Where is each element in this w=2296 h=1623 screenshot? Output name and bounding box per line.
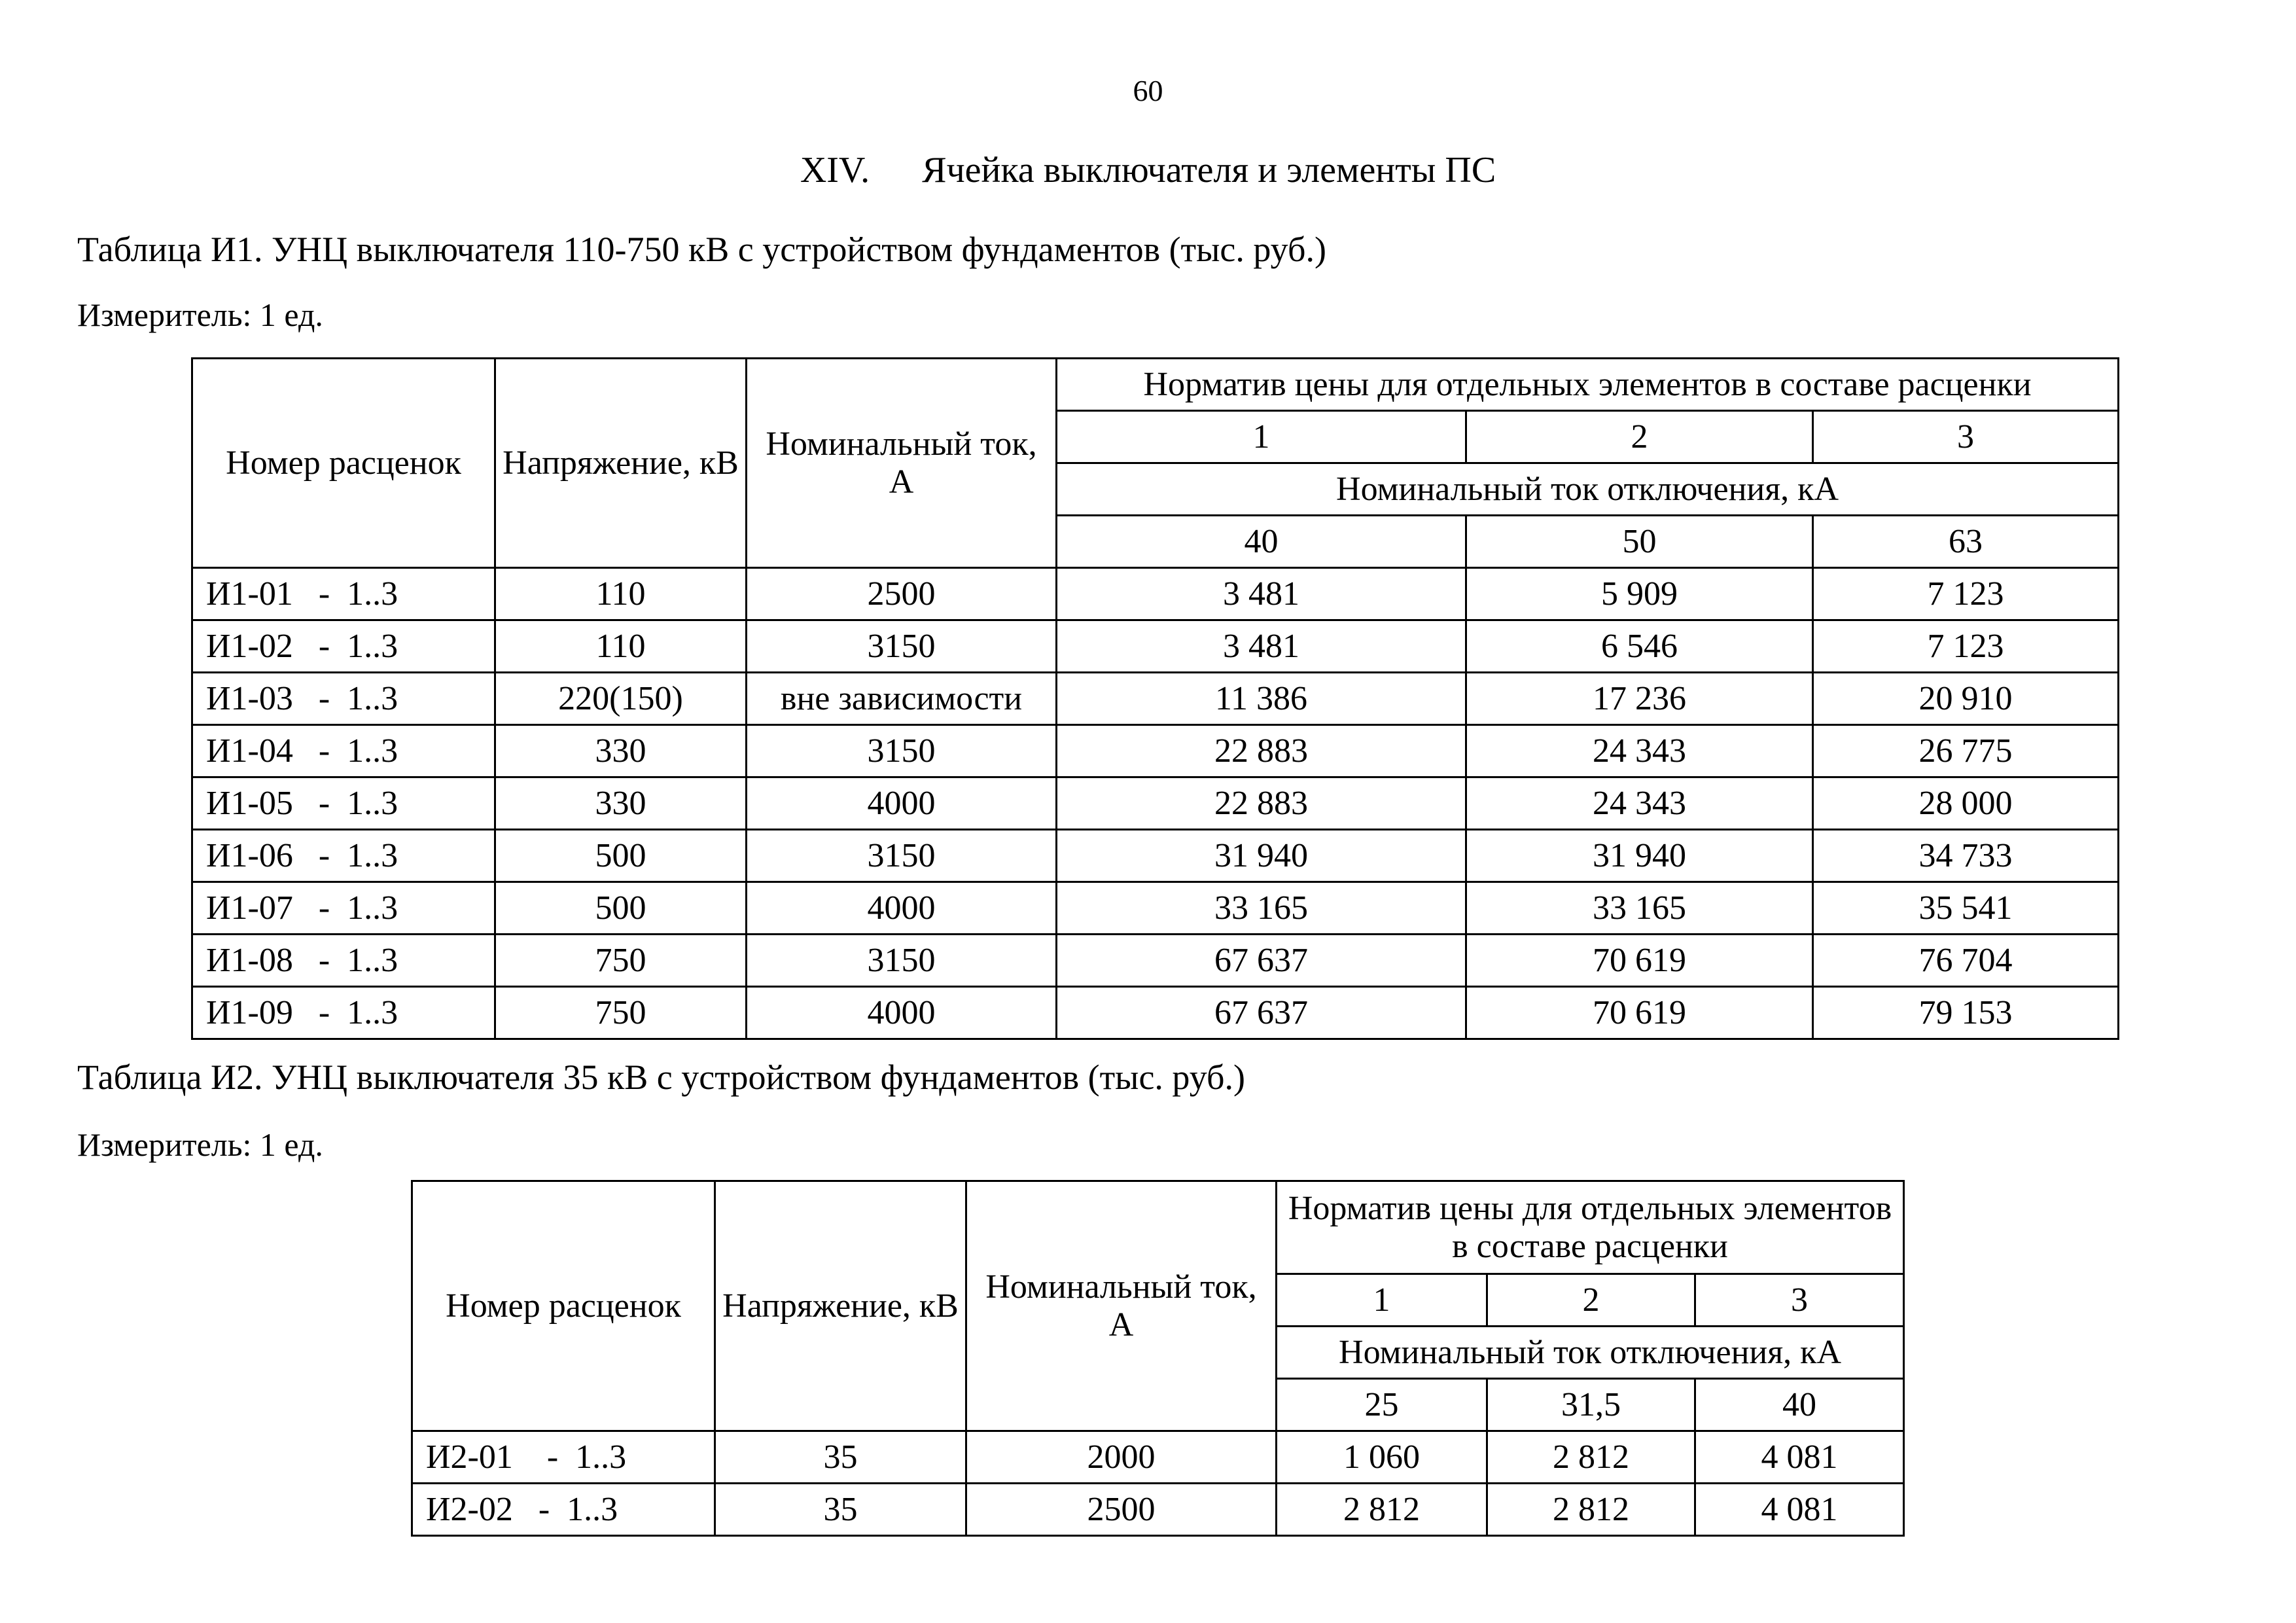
table-row bbox=[192, 987, 2119, 1039]
cell-voltage: 750 bbox=[495, 935, 747, 987]
cell-voltage: 330 bbox=[495, 777, 747, 830]
cell-voltage: 35 bbox=[715, 1484, 966, 1536]
cell-voltage: 750 bbox=[495, 987, 747, 1039]
cell-voltage: 500 bbox=[495, 830, 747, 882]
header-breaking-value: 40 bbox=[1695, 1379, 1904, 1431]
cell-price-1: 22 883 bbox=[1057, 777, 1466, 830]
cell-voltage: 35 bbox=[715, 1431, 966, 1484]
header-breaking-value: 40 bbox=[1057, 516, 1466, 568]
header-col-number: 1 bbox=[1057, 411, 1466, 463]
cell-price-1: 3 481 bbox=[1057, 620, 1466, 673]
header-price-group: Норматив цены для отдельных элементов в составе расценки bbox=[1057, 359, 2119, 411]
cell-price-3: 26 775 bbox=[1813, 725, 2119, 777]
cell-code: И1-06 - 1..3 bbox=[192, 830, 495, 882]
header-col-number: 2 bbox=[1487, 1274, 1695, 1327]
cell-code: И2-01 - 1..3 bbox=[412, 1431, 715, 1484]
cell-voltage: 500 bbox=[495, 882, 747, 935]
cell-voltage: 220(150) bbox=[495, 673, 747, 725]
cell-current: 3150 bbox=[747, 830, 1057, 882]
header-col-number: 3 bbox=[1813, 411, 2119, 463]
cell-price-3: 20 910 bbox=[1813, 673, 2119, 725]
cell-price-2: 70 619 bbox=[1466, 987, 1813, 1039]
table-row bbox=[412, 1431, 1904, 1484]
cell-price-3: 28 000 bbox=[1813, 777, 2119, 830]
header-code: Номер расценок bbox=[192, 359, 495, 568]
header-code: Номер расценок bbox=[412, 1181, 715, 1431]
cell-price-2: 2 812 bbox=[1487, 1484, 1695, 1536]
table-row bbox=[192, 568, 2119, 620]
header-col-number: 2 bbox=[1466, 411, 1813, 463]
cell-price-3: 76 704 bbox=[1813, 935, 2119, 987]
cell-current: 3150 bbox=[747, 935, 1057, 987]
table-row bbox=[412, 1484, 1904, 1536]
table1-measure: Измеритель: 1 ед. bbox=[77, 296, 323, 333]
cell-current: 3150 bbox=[747, 725, 1057, 777]
cell-code: И1-01 - 1..3 bbox=[192, 568, 495, 620]
cell-price-3: 34 733 bbox=[1813, 830, 2119, 882]
header-breaking-value: 63 bbox=[1813, 516, 2119, 568]
cell-price-2: 24 343 bbox=[1466, 725, 1813, 777]
cell-price-1: 1 060 bbox=[1277, 1431, 1487, 1484]
cell-current: 3150 bbox=[747, 620, 1057, 673]
cell-price-2: 6 546 bbox=[1466, 620, 1813, 673]
table1 bbox=[191, 357, 2119, 1040]
cell-price-1: 3 481 bbox=[1057, 568, 1466, 620]
cell-price-1: 2 812 bbox=[1277, 1484, 1487, 1536]
table-row bbox=[192, 725, 2119, 777]
cell-code: И1-03 - 1..3 bbox=[192, 673, 495, 725]
header-price-group: Норматив цены для отдельных элементов в составе расценки bbox=[1277, 1181, 1904, 1274]
table-row bbox=[192, 777, 2119, 830]
cell-price-1: 33 165 bbox=[1057, 882, 1466, 935]
cell-code: И2-02 - 1..3 bbox=[412, 1484, 715, 1536]
cell-current: 2500 bbox=[747, 568, 1057, 620]
cell-voltage: 110 bbox=[495, 568, 747, 620]
table2-measure: Измеритель: 1 ед. bbox=[77, 1126, 323, 1163]
header-current: Номинальный ток, А bbox=[966, 1181, 1277, 1431]
cell-current: 4000 bbox=[747, 777, 1057, 830]
cell-current: вне зависимости bbox=[747, 673, 1057, 725]
header-col-number: 1 bbox=[1277, 1274, 1487, 1327]
section-title-text: Ячейка выключателя и элементы ПС bbox=[922, 150, 1496, 190]
cell-price-3: 4 081 bbox=[1695, 1484, 1904, 1536]
cell-code: И1-07 - 1..3 bbox=[192, 882, 495, 935]
header-breaking-current: Номинальный ток отключения, кА bbox=[1277, 1327, 1904, 1379]
cell-price-3: 7 123 bbox=[1813, 620, 2119, 673]
cell-current: 2000 bbox=[966, 1431, 1277, 1484]
cell-code: И1-09 - 1..3 bbox=[192, 987, 495, 1039]
cell-price-3: 35 541 bbox=[1813, 882, 2119, 935]
cell-price-2: 5 909 bbox=[1466, 568, 1813, 620]
page-number: 60 bbox=[1133, 74, 1163, 107]
header-voltage: Напряжение, кВ bbox=[495, 359, 747, 568]
table-row bbox=[192, 882, 2119, 935]
cell-price-3: 4 081 bbox=[1695, 1431, 1904, 1484]
table-row bbox=[192, 830, 2119, 882]
section-title bbox=[0, 149, 2296, 191]
header-breaking-value: 25 bbox=[1277, 1379, 1487, 1431]
cell-code: И1-02 - 1..3 bbox=[192, 620, 495, 673]
cell-price-1: 67 637 bbox=[1057, 935, 1466, 987]
cell-price-2: 24 343 bbox=[1466, 777, 1813, 830]
cell-price-2: 2 812 bbox=[1487, 1431, 1695, 1484]
table-row bbox=[192, 620, 2119, 673]
cell-code: И1-05 - 1..3 bbox=[192, 777, 495, 830]
cell-code: И1-08 - 1..3 bbox=[192, 935, 495, 987]
table-row bbox=[192, 935, 2119, 987]
table-header-row bbox=[192, 359, 2119, 411]
table1-caption: Таблица И1. УНЦ выключателя 110-750 кВ с устройством фундаментов (тыс. руб.) bbox=[77, 230, 1326, 269]
cell-price-2: 33 165 bbox=[1466, 882, 1813, 935]
table-row bbox=[192, 673, 2119, 725]
table2 bbox=[411, 1180, 1905, 1537]
cell-price-2: 31 940 bbox=[1466, 830, 1813, 882]
header-col-number: 3 bbox=[1695, 1274, 1904, 1327]
cell-price-3: 7 123 bbox=[1813, 568, 2119, 620]
cell-price-2: 17 236 bbox=[1466, 673, 1813, 725]
cell-voltage: 330 bbox=[495, 725, 747, 777]
cell-price-1: 67 637 bbox=[1057, 987, 1466, 1039]
cell-voltage: 110 bbox=[495, 620, 747, 673]
cell-price-1: 11 386 bbox=[1057, 673, 1466, 725]
cell-current: 2500 bbox=[966, 1484, 1277, 1536]
cell-current: 4000 bbox=[747, 987, 1057, 1039]
table-header-row bbox=[412, 1181, 1904, 1274]
cell-code: И1-04 - 1..3 bbox=[192, 725, 495, 777]
section-number: XIV. bbox=[800, 150, 870, 190]
table2-caption: Таблица И2. УНЦ выключателя 35 кВ с устройством фундаментов (тыс. руб.) bbox=[77, 1058, 1245, 1097]
cell-price-1: 31 940 bbox=[1057, 830, 1466, 882]
header-current: Номинальный ток, А bbox=[747, 359, 1057, 568]
cell-current: 4000 bbox=[747, 882, 1057, 935]
header-breaking-value: 31,5 bbox=[1487, 1379, 1695, 1431]
cell-price-2: 70 619 bbox=[1466, 935, 1813, 987]
cell-price-3: 79 153 bbox=[1813, 987, 2119, 1039]
header-breaking-value: 50 bbox=[1466, 516, 1813, 568]
header-breaking-current: Номинальный ток отключения, кА bbox=[1057, 463, 2119, 516]
header-voltage: Напряжение, кВ bbox=[715, 1181, 966, 1431]
cell-price-1: 22 883 bbox=[1057, 725, 1466, 777]
